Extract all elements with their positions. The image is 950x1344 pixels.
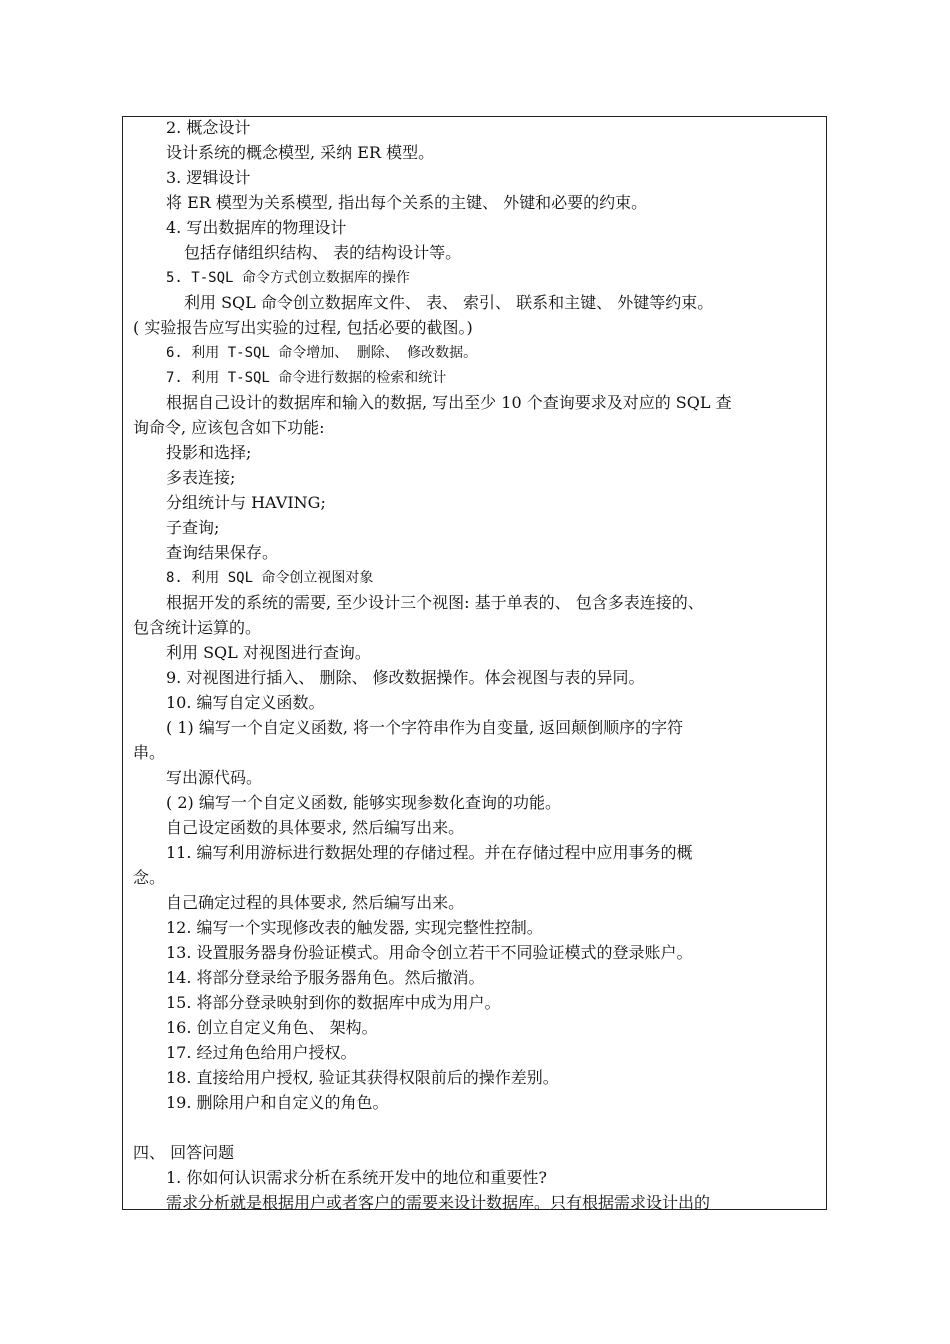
- section-heading-questions: 四、 回答问题: [133, 1143, 235, 1162]
- text-line: 包含统计运算的。: [133, 618, 262, 637]
- heading-custom-role: 16. 创立自定义角色、 架构。: [166, 1018, 378, 1037]
- heading-server-role: 14. 将部分登录给予服务器角色。然后撤消。: [166, 968, 485, 987]
- text-line: 包括存储组织结构、 表的结构设计等。: [184, 243, 462, 262]
- heading-direct-grant: 18. 直接给用户授权, 验证其获得权限前后的操作差别。: [166, 1068, 559, 1087]
- heading-logic-design: 3. 逻辑设计: [166, 168, 251, 187]
- heading-trigger: 12. 编写一个实现修改表的触发器, 实现完整性控制。: [166, 918, 543, 937]
- text-line: ( 1) 编写一个自定义函数, 将一个字符串作为自变量, 返回颠倒顺序的字符: [166, 718, 684, 737]
- list-item: 子查询;: [166, 518, 220, 537]
- heading-tsql-modify: 6. 利用 T-SQL 命令增加、 删除、 修改数据。: [166, 345, 478, 361]
- list-item: 分组统计与 HAVING;: [166, 493, 326, 512]
- text-line: 利用 SQL 命令创立数据库文件、 表、 索引、 联系和主键、 外键等约束。: [184, 293, 714, 312]
- heading-physical-design: 4. 写出数据库的物理设计: [166, 218, 347, 237]
- text-line: 念。: [133, 868, 166, 887]
- heading-role-grant: 17. 经过角色给用户授权。: [166, 1043, 357, 1062]
- text-line: ( 2) 编写一个自定义函数, 能够实现参数化查询的功能。: [166, 793, 562, 812]
- list-item: 查询结果保存。: [166, 543, 279, 562]
- question-1: 1. 你如何认识需求分析在系统开发中的地位和重要性?: [166, 1168, 547, 1187]
- text-line: 自己设定函数的具体要求, 然后编写出来。: [166, 818, 465, 837]
- heading-tsql-query: 7. 利用 T-SQL 命令进行数据的检索和统计: [166, 370, 447, 386]
- text-line: 写出源代码。: [166, 768, 263, 787]
- heading-udf: 10. 编写自定义函数。: [166, 693, 325, 712]
- list-item: 投影和选择;: [166, 443, 252, 462]
- heading-create-view: 8. 利用 SQL 命令创立视图对象: [166, 570, 374, 586]
- text-line: 串。: [133, 743, 166, 762]
- text-line: 利用 SQL 对视图进行查询。: [166, 643, 371, 662]
- answer-text: 需求分析就是根据用户或者客户的需要来设计数据库。只有根据需求设计出的: [166, 1193, 711, 1212]
- heading-auth-mode: 13. 设置服务器身份验证模式。用命令创立若干不同验证模式的登录账户。: [166, 943, 693, 962]
- heading-map-user: 15. 将部分登录映射到你的数据库中成为用户。: [166, 993, 501, 1012]
- list-item: 多表连接;: [166, 468, 236, 487]
- heading-cursor-proc: 11. 编写利用游标进行数据处理的存储过程。并在存储过程中应用事务的概: [166, 843, 693, 862]
- heading-concept-design: 2. 概念设计: [166, 118, 251, 137]
- heading-tsql-create: 5. T-SQL 命令方式创立数据库的操作: [166, 270, 410, 286]
- text-line: 自己确定过程的具体要求, 然后编写出来。: [166, 893, 465, 912]
- heading-drop-user: 19. 删除用户和自定义的角色。: [166, 1093, 389, 1112]
- text-line: 询命令, 应该包含如下功能:: [133, 418, 325, 437]
- text-line: ( 实验报告应写出实验的过程, 包括必要的截图。): [133, 318, 473, 337]
- heading-view-ops: 9. 对视图进行插入、 删除、 修改数据操作。体会视图与表的异同。: [166, 668, 645, 687]
- text-line: 将 ER 模型为关系模型, 指出每个关系的主键、 外键和必要的约束。: [166, 193, 648, 212]
- text-line: 根据开发的系统的需要, 至少设计三个视图: 基于单表的、 包含多表连接的、: [166, 593, 704, 612]
- text-line: 根据自己设计的数据库和输入的数据, 写出至少 10 个查询要求及对应的 SQL 查: [166, 393, 732, 412]
- text-line: 设计系统的概念模型, 采纳 ER 模型。: [166, 143, 435, 162]
